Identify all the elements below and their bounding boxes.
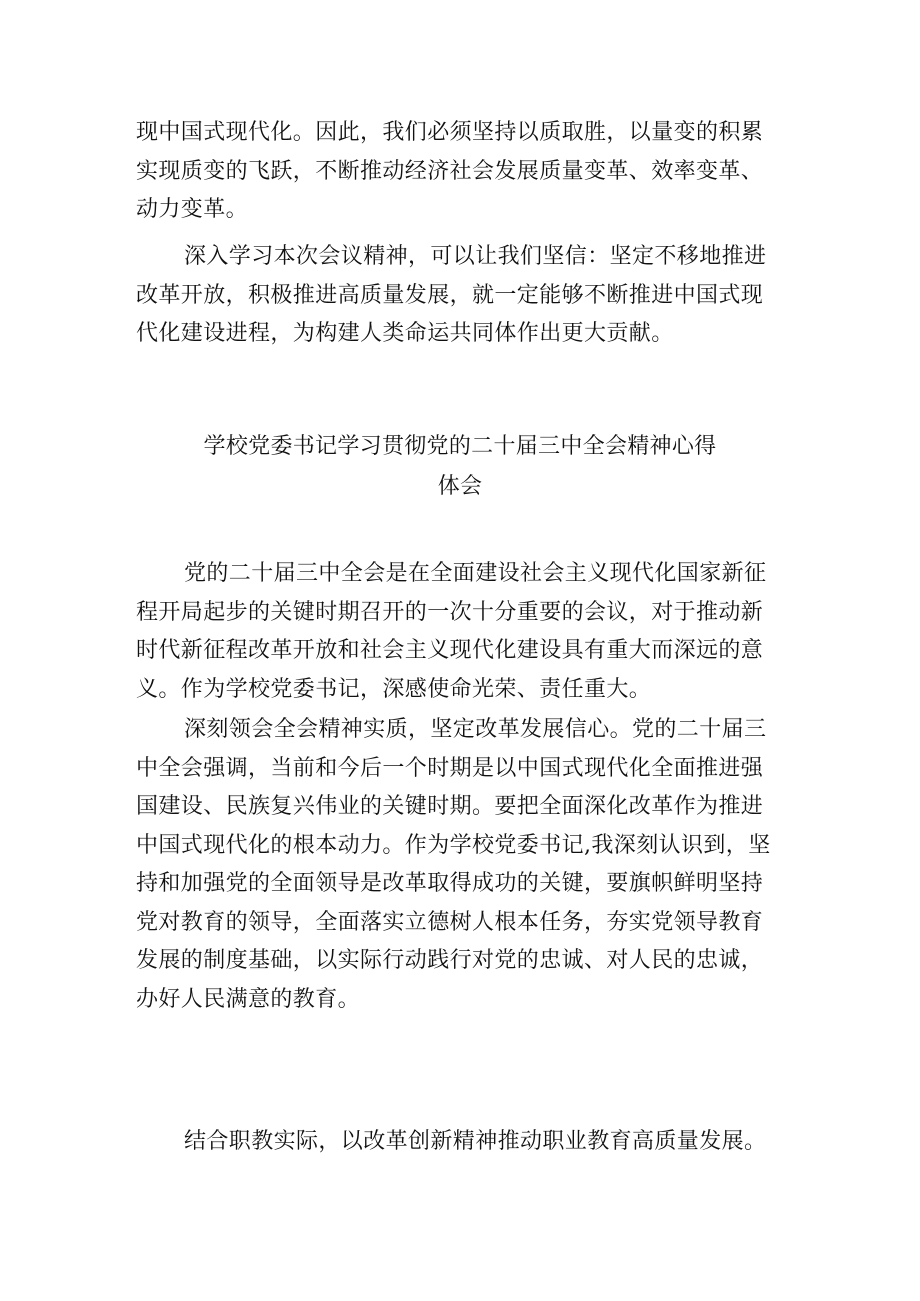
article-title [0,427,920,507]
paragraph-line: 改革开放，积极推进高质量发展，就一定能够不断推进中国式现 [136,282,764,308]
paragraph-line: 时代新征程改革开放和社会主义现代化建设具有重大而深远的意 [136,638,764,663]
paragraph-line: 动力变革。 [136,197,249,222]
paragraph-line: 现中国式现代化。因此，我们必须坚持以质取胜，以量变的积累 [136,120,764,145]
paragraph-line: 办好人民满意的教育。 [136,986,361,1012]
paragraph-body [136,711,796,1019]
paragraph-line: 发展的制度基础，以实际行动践行对党的忠诚、对人民的忠诚， [136,948,764,973]
paragraph-line: 国建设、民族复兴伟业的关键时期。要把全面深化改革作为推进 [136,794,764,819]
paragraph-conclusion [136,238,796,354]
paragraph-line: 程开局起步的关键时期召开的一次十分重要的会议，对于推动新 [136,599,764,625]
paragraph-continuation [136,114,796,230]
paragraph-line: 党的二十届三中全会是在全面建设社会主义现代化国家新征 [184,561,767,586]
paragraph-line: 义。作为学校党委书记，深感使命光荣、责任重大。 [136,676,652,702]
paragraph-line: 中全会强调，当前和今后一个时期是以中国式现代化全面推进强 [136,755,764,781]
title-line: 学校党委书记学习贯彻党的二十届三中全会精神心得 [203,434,717,459]
paragraph-line: 实现质变的飞跃，不断推动经济社会发展质量变革、效率变革、 [136,158,764,184]
title-line: 体会 [437,474,483,499]
paragraph-line: 党对教育的领导，全面落实立德树人根本任务，夯实党领导教育 [136,909,764,935]
paragraph-line: 深入学习本次会议精神，可以让我们坚信：坚定不移地推进 [184,244,767,269]
paragraph-line: 中国式现代化的根本动力。作为学校党委书记,我深刻认识到，坚 [136,832,771,858]
paragraph-section-start [136,1123,796,1162]
paragraph-line: 持和加强党的全面领导是改革取得成功的关键，要旗帜鲜明坚持 [136,871,764,896]
paragraph-line: 结合职教实际，以改革创新精神推动职业教育高质量发展。 [184,1129,767,1154]
paragraph-line: 代化建设进程，为构建人类命运共同体作出更大贡献。 [136,321,674,346]
paragraph-intro [136,555,796,709]
paragraph-line: 深刻领会全会精神实质，坚定改革发展信心。党的二十届三 [184,717,767,742]
